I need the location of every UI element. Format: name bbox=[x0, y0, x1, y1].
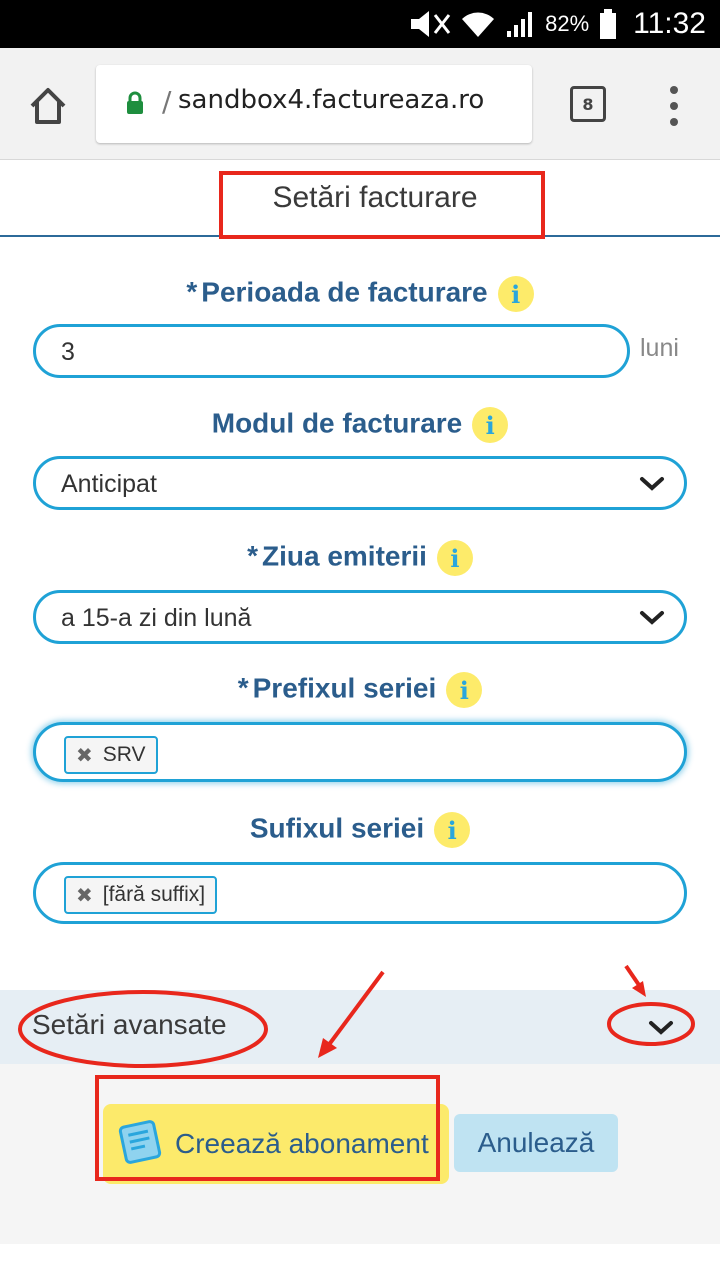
billing-mode-select[interactable]: Anticipat bbox=[33, 456, 687, 510]
lock-icon bbox=[126, 91, 144, 115]
tab-switcher-button[interactable]: 8 bbox=[570, 86, 606, 122]
signal-icon bbox=[505, 9, 535, 39]
subscription-icon bbox=[115, 1117, 165, 1171]
advanced-settings-toggle[interactable] bbox=[0, 990, 720, 1064]
billing-mode-label: Modul de facturare i bbox=[0, 407, 720, 443]
series-prefix-label: * Prefixul seriei i bbox=[0, 672, 720, 708]
chevron-down-icon[interactable] bbox=[646, 1018, 676, 1038]
info-icon[interactable]: i bbox=[437, 540, 473, 576]
home-icon[interactable] bbox=[26, 84, 70, 128]
issue-day-select[interactable]: a 15-a zi din lună bbox=[33, 590, 687, 644]
series-suffix-label: Sufixul seriei i bbox=[0, 812, 720, 848]
url-separator: / bbox=[162, 85, 172, 118]
billing-period-input[interactable]: 3 bbox=[33, 324, 630, 378]
info-icon[interactable]: i bbox=[446, 672, 482, 708]
issue-day-label: * Ziua emiterii i bbox=[0, 540, 720, 576]
battery-icon bbox=[599, 9, 617, 39]
url-text: sandbox4.factureaza.ro bbox=[178, 85, 485, 115]
info-icon[interactable]: i bbox=[434, 812, 470, 848]
series-prefix-input[interactable] bbox=[33, 722, 687, 782]
series-prefix-tag[interactable]: ✖ SRV bbox=[64, 736, 158, 774]
chevron-down-icon bbox=[638, 608, 666, 628]
browser-toolbar bbox=[0, 48, 720, 160]
annotation-arrow-chevron bbox=[626, 966, 641, 988]
cancel-button[interactable]: Anulează bbox=[454, 1114, 618, 1172]
address-bar[interactable] bbox=[96, 65, 532, 143]
series-suffix-tag[interactable]: ✖ [fără suffix] bbox=[64, 876, 217, 914]
series-suffix-input[interactable] bbox=[33, 862, 687, 924]
create-subscription-button[interactable]: Creează abonament bbox=[103, 1104, 449, 1184]
advanced-settings-label: Setări avansate bbox=[32, 1009, 227, 1040]
page-title: Setări facturare bbox=[272, 181, 478, 214]
info-icon[interactable]: i bbox=[498, 276, 534, 312]
billing-period-unit: luni bbox=[640, 334, 679, 362]
status-bar bbox=[0, 0, 720, 48]
battery-percent: 82% bbox=[545, 11, 590, 36]
billing-period-label: * Perioada de facturare i bbox=[0, 276, 720, 312]
info-icon[interactable]: i bbox=[472, 407, 508, 443]
wifi-icon bbox=[461, 9, 495, 39]
chevron-down-icon bbox=[638, 474, 666, 494]
remove-tag-icon[interactable]: ✖ bbox=[76, 883, 93, 907]
kebab-menu-icon[interactable] bbox=[664, 86, 684, 126]
remove-tag-icon[interactable]: ✖ bbox=[76, 743, 93, 767]
clock: 11:32 bbox=[633, 7, 706, 40]
page-header bbox=[0, 161, 720, 237]
mute-icon bbox=[407, 9, 451, 39]
